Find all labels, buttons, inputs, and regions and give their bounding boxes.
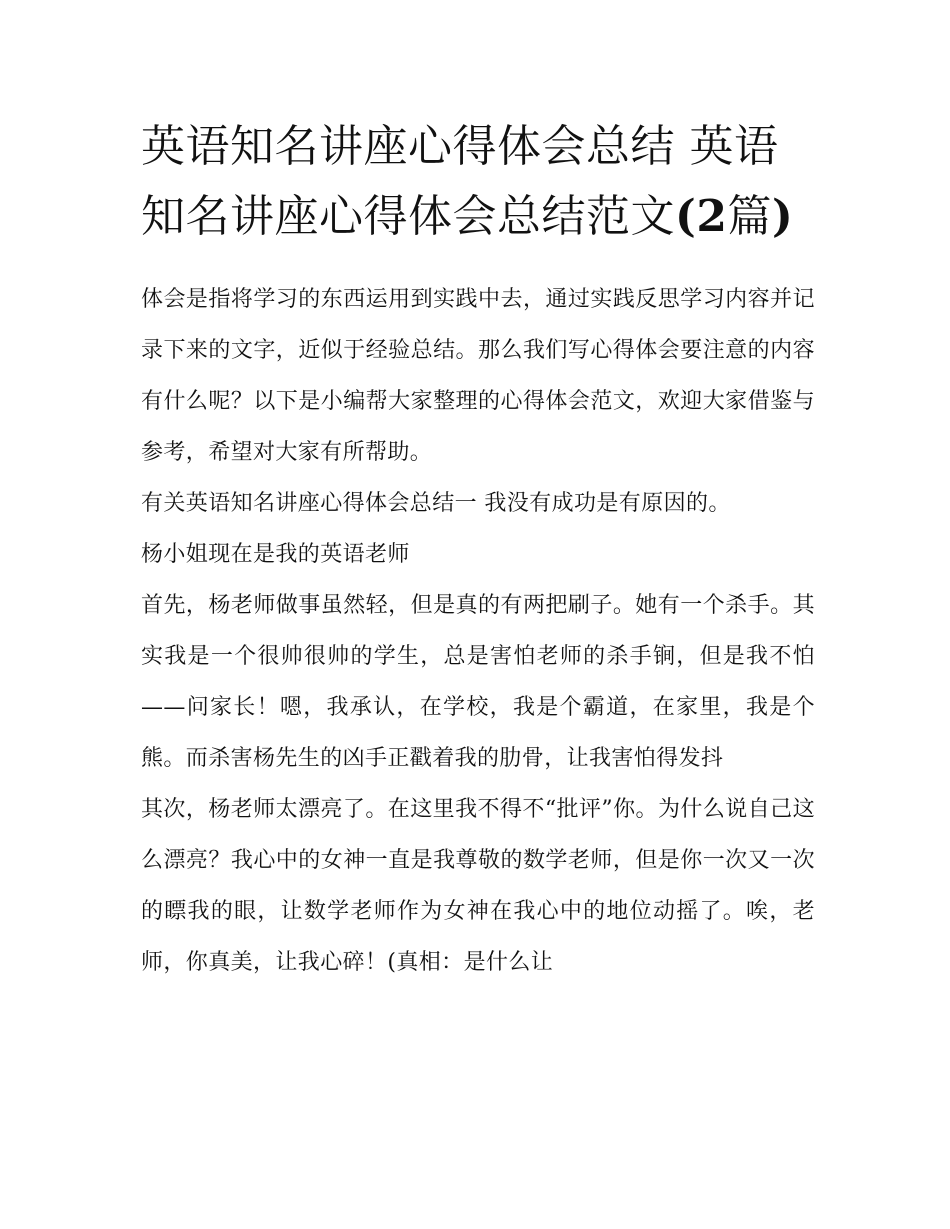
paragraph-second-point: 其次，杨老师太漂亮了。在这里我不得不“批评”你。为什么说自己这么漂亮？我心中的女神一直是我尊敬的数学老师，但是你一次又一次的瞟我的眼，让数学老师作为女神在我心中的地位动摇了。唉，老师，你真美，让我心碎！(真相：是什么让 xyxy=(141,797,815,975)
paragraph-teacher-intro: 杨小姐现在是我的英语老师 xyxy=(141,542,410,567)
document-body xyxy=(141,112,815,988)
paragraph-intro: 体会是指将学习的东西运用到实践中去，通过实践反思学习内容并记录下来的文字，近似于经验总结。那么我们写心得体会要注意的内容有什么呢？以下是小编帮大家整理的心得体会范文，欢迎大家借鉴与参考，希望对大家有所帮助。 xyxy=(141,287,815,465)
document-title: 英语知名讲座心得体会总结 英语知名讲座心得体会总结范文(2篇) xyxy=(141,121,794,242)
title-count: (2 xyxy=(675,191,728,242)
paragraph-first-point: 首先，杨老师做事虽然轻，但是真的有两把刷子。她有一个杀手。其实我是一个很帅很帅的学生，总是害怕老师的杀手锏，但是我不怕——问家长！嗯，我承认，在学校，我是个霸道，在家里，我是个熊。而杀害杨先生的凶手正戳着我的肋骨，让我害怕得发抖 xyxy=(141,593,815,771)
title-paren: ) xyxy=(771,191,794,242)
paragraph-section-heading: 有关英语知名讲座心得体会总结一 我没有成功是有原因的。 xyxy=(141,491,731,516)
